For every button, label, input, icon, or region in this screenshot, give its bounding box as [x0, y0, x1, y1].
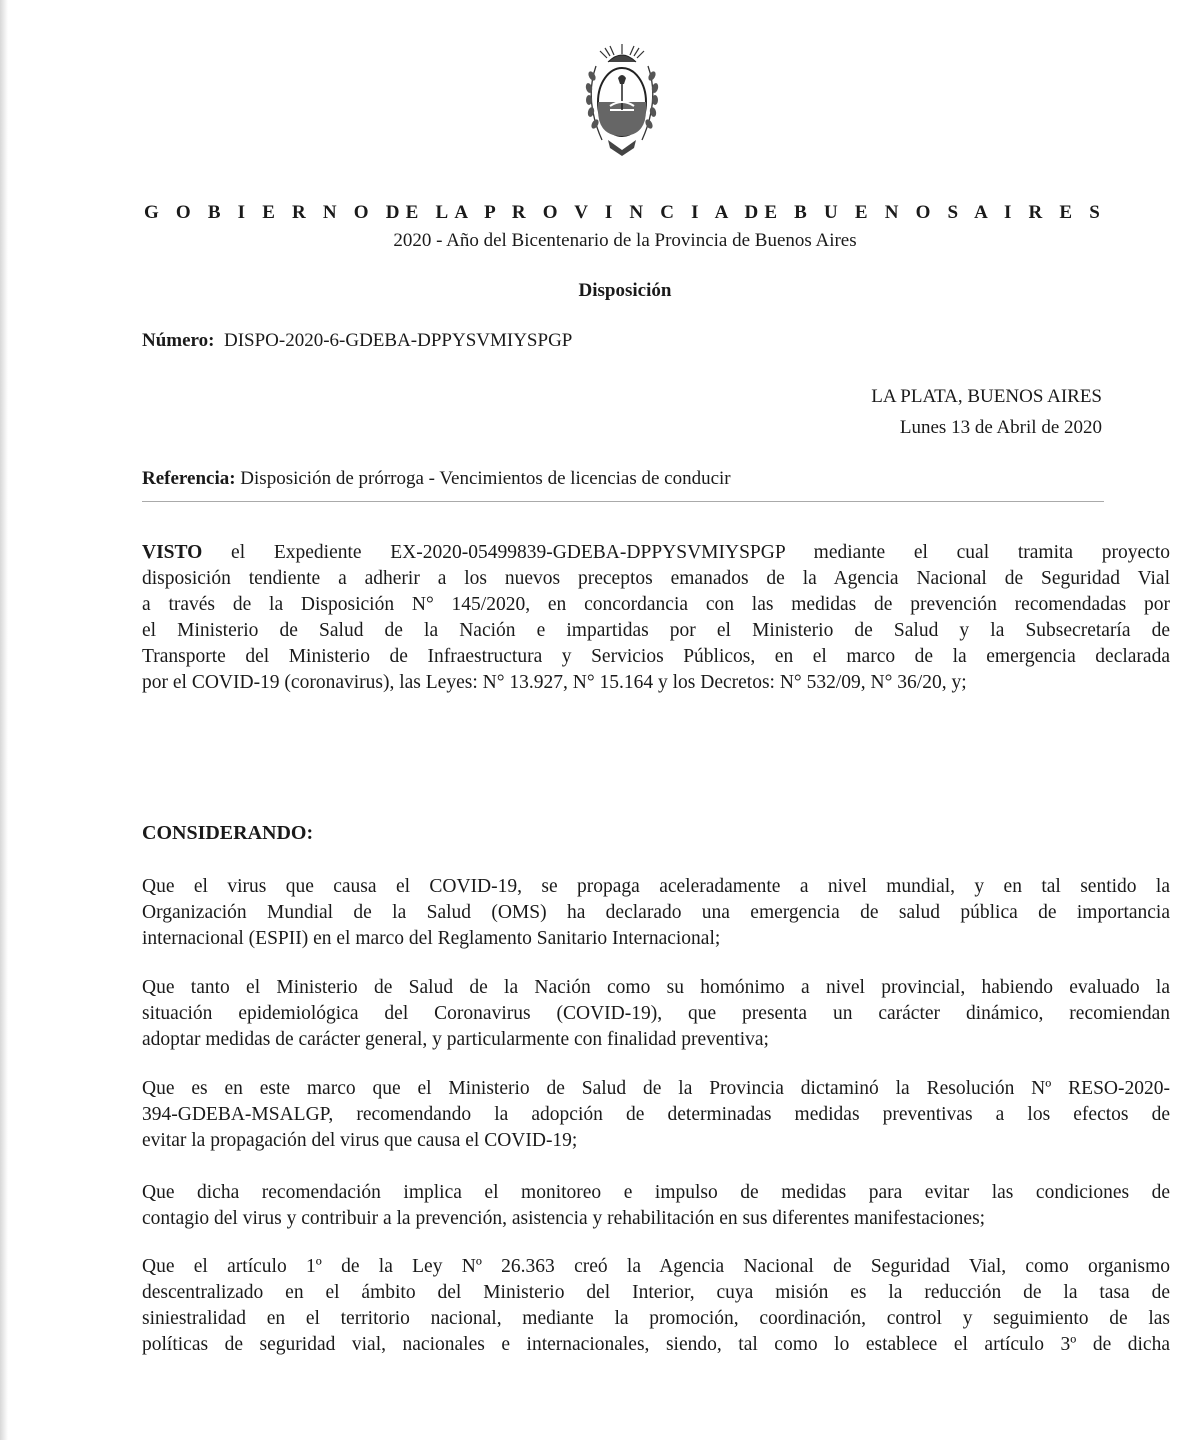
visto-paragraph: [142, 540, 1170, 696]
visto-line-3: a través de la Disposición N° 145/2020, en concordancia con las medidas de prevención recomendadas por: [142, 594, 1170, 615]
visto-label: VISTO: [142, 542, 203, 563]
considerando-paragraph-3: Que es en este marco que el Ministerio de Salud de la Provincia dictaminó la Resolución Nº RESO-2020- 394-GDEBA-MSALGP, recomendando la adopción de determinadas medidas preventivas a los efectos de evitar la propagación del virus que causa el COVID-19;: [142, 1078, 1170, 1151]
considerando-paragraph-1: Que el virus que causa el COVID-19, se propaga aceleradamente a nivel mundial, y en tal sentido la Organización Mundial de la Salud (OMS) ha declarado una emergencia de salud pública de importancia internacional (ESPII) en el marco del Reglamento Sanitario Internacional;: [142, 876, 1170, 949]
city-line: LA PLATA, BUENOS AIRES: [871, 386, 1102, 407]
number-line: [142, 330, 572, 352]
reference-line: [142, 468, 731, 490]
visto-line-1: VISTO el Expediente EX-2020-05499839-GDEBA-DPPYSVMIYSPGP mediante el cual tramita proyecto: [142, 542, 1170, 563]
considerando-paragraph-2: Que tanto el Ministerio de Salud de la Nación como su homónimo a nivel provincial, habiendo evaluado la situación epidemiológica del Coronavirus (COVID-19), que presenta un carácter dinámico, recomiendan adoptar medidas de carácter general, y particularmente con finalidad preventiva;: [142, 977, 1170, 1050]
date-line: Lunes 13 de Abril de 2020: [899, 417, 1102, 438]
reference-label: Referencia:: [142, 468, 236, 489]
header-separator: [142, 501, 1104, 502]
visto-line-4: el Ministerio de Salud de la Nación e impartidas por el Ministerio de Salud y la Subsecretaría de: [142, 620, 1170, 641]
number-value: DISPO-2020-6-GDEBA-DPPYSVMIYSPGP: [223, 330, 573, 351]
visto-line-6: por el COVID-19 (coronavirus), las Leyes: N° 13.927, N° 15.164 y los Decretos: N° 532/09, N° 36/20, y;: [142, 672, 967, 693]
visto-line-5: Transporte del Ministerio de Infraestructura y Servicios Públicos, en el marco de la emergencia declarada: [142, 646, 1170, 667]
considerando-paragraph-5: Que el artículo 1º de la Ley Nº 26.363 creó la Agencia Nacional de Seguridad Vial, como organismo descentralizado en el ámbito del Ministerio del Interior, cuya misión es la reducción de la tasa de siniestralidad en el territorio nacional, mediante la promoción, coordinación, control y seguimiento de las políticas de seguridad vial, nacionales e internacionales, siendo, tal como lo establece el artículo 3º de dicha: [142, 1256, 1170, 1355]
considerando-heading: CONSIDERANDO:: [142, 822, 314, 844]
number-label: Número:: [142, 330, 215, 351]
document-type: Disposición: [578, 280, 672, 301]
considerando-paragraph-4: Que dicha recomendación implica el monitoreo e impulso de medidas para evitar las condiciones de contagio del virus y contribuir a la prevención, asistencia y rehabilitación en sus diferentes manifestaciones;: [142, 1182, 1170, 1229]
coat-of-arms-icon: [580, 40, 664, 162]
year-motto: 2020 - Año del Bicentenario de la Provincia de Buenos Aires: [393, 230, 857, 251]
government-header: G O B I E R N O DE LA P R O V I N C I A DE B U E N O S A I R E S: [143, 202, 1106, 223]
reference-value: Disposición de prórroga - Vencimientos de licencias de conducir: [240, 468, 731, 489]
visto-line-2: disposición tendiente a adherir a los nuevos preceptos emanados de la Agencia Nacional de Seguridad Vial: [142, 568, 1170, 589]
